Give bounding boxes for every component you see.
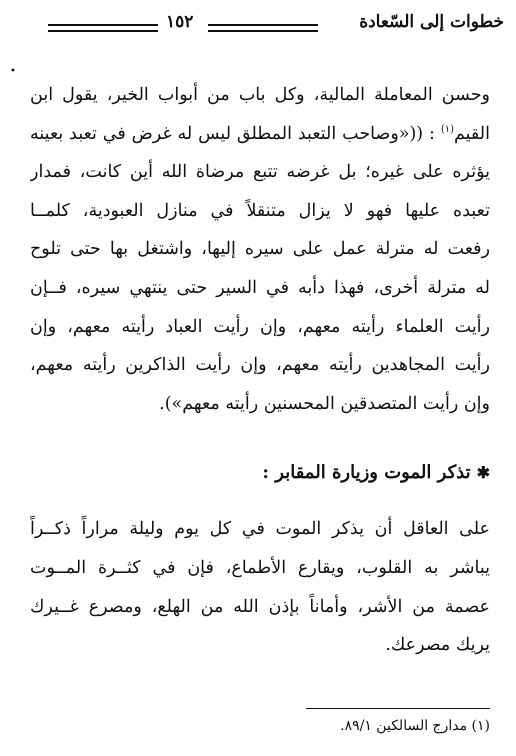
footnote-reference: (١) [440,123,454,135]
footnote: (١) مدارج السالكين ٨٩/١. [340,718,490,734]
text-line-start: القيم [454,123,490,144]
text-line: وإن رأيت المتصدقين المحسنين رأيته معهم»). [159,393,490,414]
text-line-with-footnote [30,115,490,154]
section-heading-text: تذكر الموت وزيارة المقابر : [262,462,471,483]
header-rule-right [208,24,318,32]
page-number: ١٥٢ [166,12,194,32]
header-rule-left [48,24,158,32]
text-line: رأيت العلماء رأيته معهم، وإن رأيت العباد رأيته معهم، وإن [30,316,490,337]
paragraph-2 [30,510,490,665]
footnote-divider [306,708,490,709]
margin-dot: • [10,66,16,77]
text-line: رأيت المجاهدين رأيته معهم، وإن رأيت الذاكرين رأيته معهم، [30,355,490,376]
text-line-rest: : ((«وصاحب التعبد المطلق ليس له غرض في تعبد بعينه [30,123,435,144]
section-heading [30,462,490,483]
text-line: يؤثره على غيره؛ بل غرضه تتبع مرضاة الله أين كانت، فمدار [30,162,490,183]
star-icon: ✱ [476,463,490,482]
text-line: وحسن المعاملة المالية، وكل باب من أبواب الخير، يقول ابن [30,85,490,105]
text-line: عصمة من الأشر، وأماناً بإذن الله من الهلع، ومصرع غــيرك [30,596,490,617]
text-line: يريك مصرعك. [385,635,490,656]
text-line: على العاقل أن يذكر الموت في كل يوم وليلة مراراً ذكــراً [30,519,490,539]
text-line: له مترلة أخرى، فهذا دأبه في السير حتى ينتهي سيره، فــإن [30,277,490,298]
running-header [8,12,504,42]
header-title: خطوات إلى السّعادة [359,12,504,32]
paragraph-1 [30,76,490,423]
text-line: تعبده عليها فهو لا يزال متنقلاً في منازل العبودية، كلمــا [30,200,490,221]
text-line: رفعت له مترلة عمل على سيره إليها، واشتغل بها حتى تلوح [30,239,490,260]
text-line: يباشر به القلوب، ويقارع الأطماع، فإن في كثــرة المــوت [30,557,490,578]
